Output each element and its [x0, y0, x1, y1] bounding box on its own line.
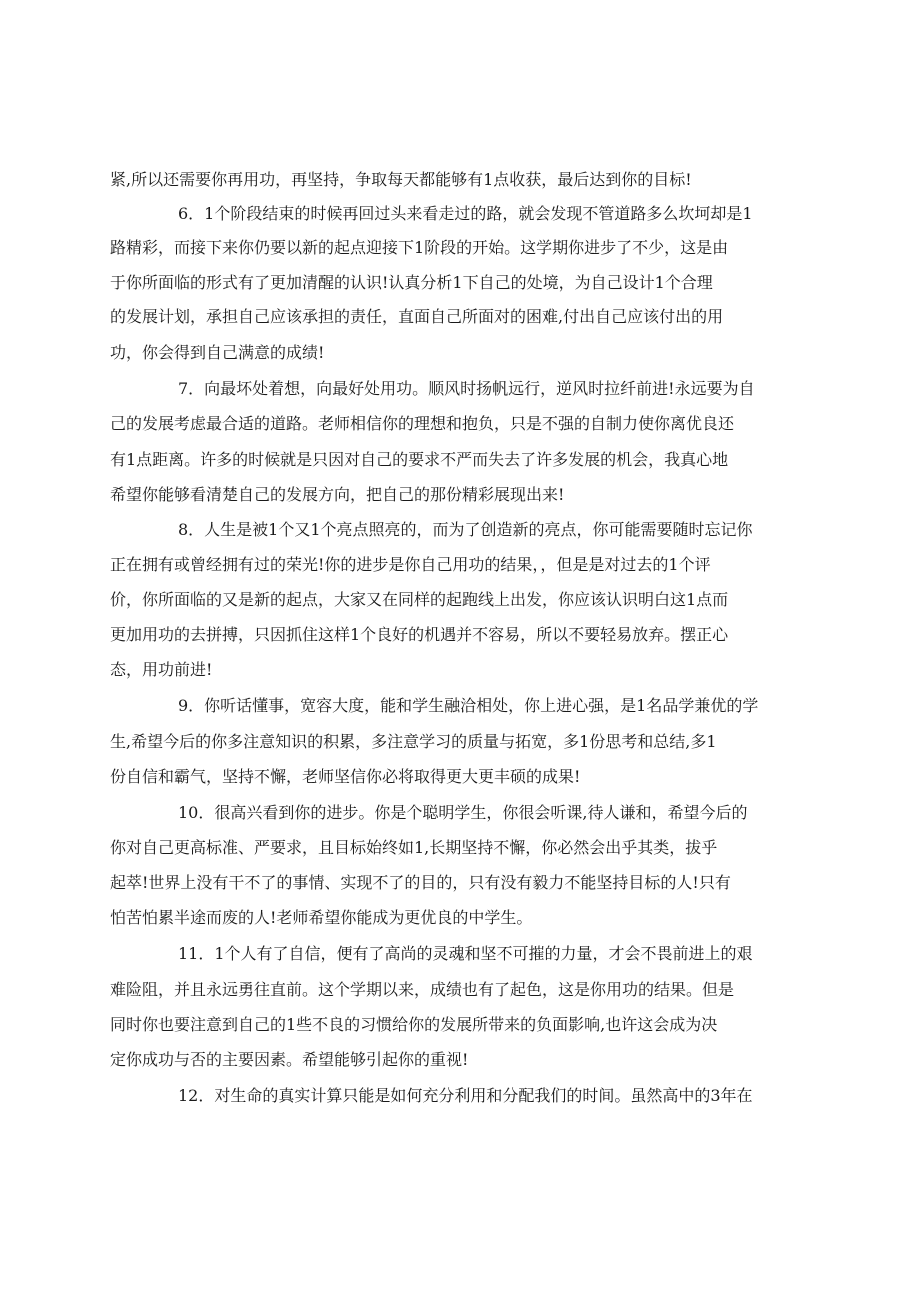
text-line: 怕苦怕累半途而废的人!老师希望你能成为更优良的中学生。	[110, 908, 533, 927]
text-line: 定你成功与否的主要因素。希望能够引起你的重视!	[110, 1050, 469, 1069]
text-line: 有1点距离。许多的时候就是只因对自己的要求不严而失去了许多发展的机会，我真心地	[110, 450, 729, 469]
text-line: 12．对生命的真实计算只能是如何充分利用和分配我们的时间。虽然高中的3年在	[178, 1086, 753, 1105]
text-line: 正在拥有或曾经拥有过的荣光!你的进步是你自己用功的结果，，但是是对过去的1个评	[110, 555, 711, 574]
text-line: 更加用功的去拼搏，只因抓住这样1个良好的机遇并不容易，所以不要轻易放弃。摆正心	[110, 625, 729, 644]
text-line: 态，用功前进!	[110, 660, 213, 679]
text-line: 难险阻，并且永远勇往直前。这个学期以来，成绩也有了起色，这是你用功的结果。但是	[110, 980, 735, 999]
text-line: 路精彩，而接下来你仍要以新的起点迎接下1阶段的开始。这学期你进步了不少，这是由	[110, 238, 729, 257]
text-line: 同时你也要注意到自己的1些不良的习惯给你的发展所带来的负面影响,也许这会成为决	[110, 1015, 718, 1034]
text-line: 于你所面临的形式有了更加清醒的认识!认真分析1下自己的处境，为自己设计1个合理	[110, 273, 713, 292]
text-line: 功，你会得到自己满意的成绩!	[110, 343, 325, 362]
text-line: 份自信和霸气，坚持不懈，老师坚信你必将取得更大更丰硕的成果!	[110, 767, 581, 786]
text-line: 你对自己更高标准、严要求，且目标始终如1,长期坚持不懈，你必然会出乎其类，拔乎	[110, 838, 718, 857]
text-line: 11．1个人有了自信，便有了高尚的灵魂和坚不可摧的力量，才会不畏前进上的艰	[178, 944, 753, 963]
text-line: 希望你能够看清楚自己的发展方向，把自己的那份精彩展现出来!	[110, 485, 565, 504]
text-line: 7．向最坏处着想，向最好处用功。顺风时扬帆远行，逆风时拉纤前进!永远要为自	[178, 379, 755, 398]
text-line: 9．你听话懂事，宽容大度，能和学生融洽相处，你上进心强，是1名品学兼优的学	[178, 696, 759, 715]
text-line: 8．人生是被1个又1个亮点照亮的，而为了创造新的亮点，你可能需要随时忘记你	[178, 520, 753, 539]
text-line: 生,希望今后的你多注意知识的积累，多注意学习的质量与拓宽，多1份思考和总结,多1	[110, 732, 717, 751]
text-line: 己的发展考虑最合适的道路。老师相信你的理想和抱负，只是不强的自制力使你离优良还	[110, 414, 735, 433]
text-line: 的发展计划，承担自己应该承担的责任，直面自己所面对的困难,付出自己应该付出的用	[110, 307, 724, 326]
text-line: 10．很高兴看到你的进步。你是个聪明学生，你很会听课,待人谦和，希望今后的	[178, 803, 748, 822]
text-line: 起萃!世界上没有干不了的事情、实现不了的目的，只有没有毅力不能坚持目标的人!只有	[110, 873, 731, 892]
text-line: 价，你所面临的又是新的起点，大家又在同样的起跑线上出发，你应该认识明白这1点而	[110, 590, 729, 609]
text-line: 6．1个阶段结束的时候再回过头来看走过的路，就会发现不管道路多么坎坷却是1	[178, 204, 753, 223]
text-line: 紧,所以还需要你再用功，再坚持，争取每天都能够有1点收获，最后达到你的目标!	[110, 170, 692, 189]
